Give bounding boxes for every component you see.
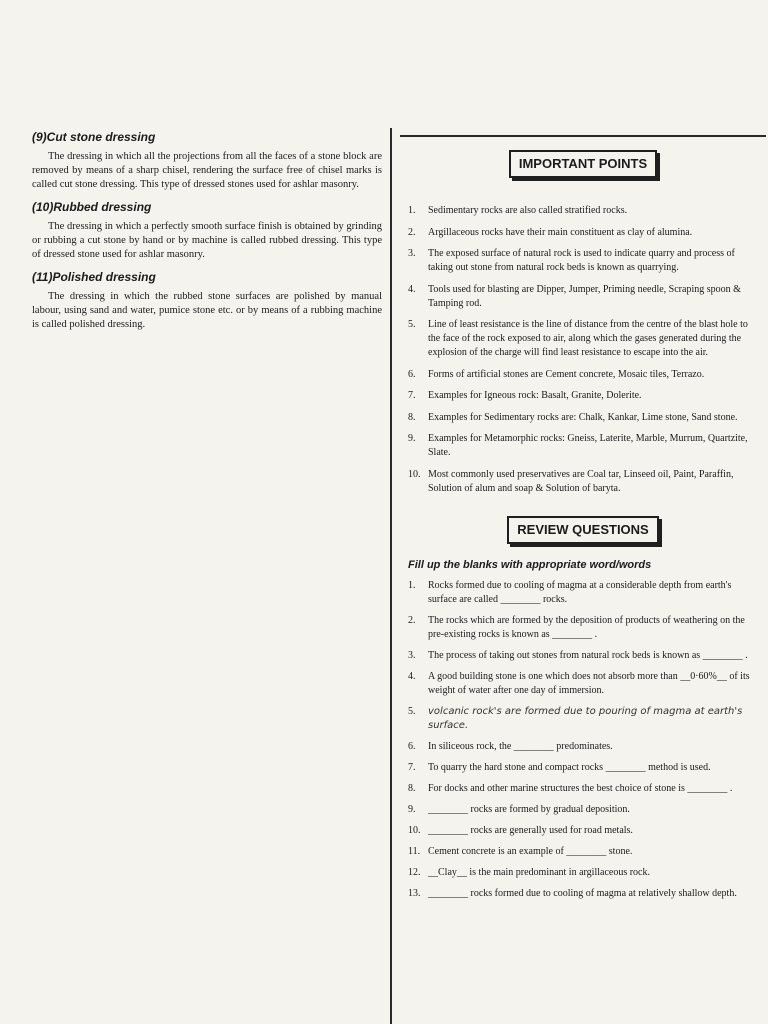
- question-text: A good building stone is one which does not absorb more than __0·60%__ of its weight of water after one day of immersion.: [428, 670, 750, 696]
- column-divider: [390, 128, 392, 1024]
- section-title: (10)Rubbed dressing: [32, 200, 152, 214]
- list-item: [408, 226, 758, 240]
- item-number: 9.: [408, 433, 416, 444]
- item-text: Forms of artificial stones are Cement concrete, Mosaic tiles, Terrazo.: [428, 368, 705, 380]
- question-text: The process of taking out stones from natural rock beds is known as ________ .: [428, 649, 748, 661]
- section-body: The dressing in which a perfectly smooth surface finish is obtained by grinding or rubbing a cut stone by hand or by machine is called rubbed dressing. This type of dressed stone used for ashlar masonry.: [32, 221, 382, 260]
- right-column: [408, 148, 758, 908]
- question-item: [408, 803, 758, 817]
- item-text: Examples for Metamorphic rocks: Gneiss, Laterite, Marble, Murrum, Quartzite, Slate.: [428, 433, 748, 458]
- item-number: 6.: [408, 368, 416, 380]
- question-item: [408, 761, 758, 775]
- section-cut-stone-dressing: [32, 130, 382, 192]
- question-item: [408, 579, 758, 607]
- question-item: [408, 614, 758, 642]
- question-text: For docks and other marine structures the best choice of stone is ________ .: [428, 782, 733, 794]
- question-text: Cement concrete is an example of ________ stone.: [428, 845, 633, 857]
- item-text: Line of least resistance is the line of distance from the centre of the blast hole to the face of the rock exposed to air, along which the gases generated during the explosion of the charge will find least resistance to escape into the air.: [428, 319, 748, 358]
- item-text: Sedimentary rocks are also called stratified rocks.: [428, 205, 628, 216]
- list-item: [408, 247, 758, 275]
- item-text: The exposed surface of natural rock is used to indicate quarry and process of taking out stone from natural rock beds is known as quarrying.: [428, 248, 735, 273]
- question-item: [408, 845, 758, 859]
- top-rule: [400, 135, 766, 137]
- item-number: 4.: [408, 670, 416, 682]
- item-number: 5.: [408, 319, 416, 330]
- review-questions-list: [408, 579, 758, 901]
- item-text: Argillaceous rocks have their main constituent as clay of alumina.: [428, 226, 693, 238]
- important-points-heading: IMPORTANT POINTS: [509, 150, 657, 178]
- question-text: Rocks formed due to cooling of magma at a considerable depth from earth's surface are called ________ rocks.: [428, 579, 732, 605]
- section-polished-dressing: [32, 270, 382, 332]
- question-item: [408, 782, 758, 796]
- item-number: 11.: [408, 845, 421, 857]
- item-number: 3.: [408, 649, 416, 661]
- item-number: 7.: [408, 390, 416, 401]
- question-text: volcanic rock's are formed due to pouring of magma at earth's surface.: [428, 705, 743, 731]
- item-text: Examples for Sedimentary rocks are: Chalk, Kankar, Lime stone, Sand stone.: [428, 411, 738, 423]
- item-number: 6.: [408, 740, 416, 752]
- list-item: [408, 411, 758, 425]
- section-title: (9)Cut stone dressing: [32, 130, 156, 144]
- item-number: 10.: [408, 468, 421, 480]
- section-body: The dressing in which the rubbed stone surfaces are polished by manual labour, using sand and water, pumice stone etc. or by means of a rubbing machine is called polished dressing.: [32, 291, 382, 330]
- section-rubbed-dressing: [32, 200, 382, 262]
- list-item: [408, 283, 758, 311]
- important-points-list: [408, 204, 758, 496]
- left-column: [32, 130, 382, 340]
- question-text: ________ rocks are generally used for road metals.: [428, 824, 633, 836]
- question-text: In siliceous rock, the ________ predominates.: [428, 740, 613, 752]
- list-item: [408, 368, 758, 382]
- question-item: [408, 705, 758, 733]
- question-item: [408, 649, 758, 663]
- item-number: 5.: [408, 705, 416, 717]
- item-number: 2.: [408, 226, 416, 238]
- item-number: 4.: [408, 283, 416, 295]
- list-item: [408, 468, 758, 496]
- item-text: Most commonly used preservatives are Coal tar, Linseed oil, Paint, Paraffin, Solution of alum and soap & Solution of baryta.: [428, 468, 734, 494]
- item-number: 1.: [408, 205, 416, 216]
- item-number: 2.: [408, 614, 416, 626]
- section-body: The dressing in which all the projections from all the faces of a stone block are removed by means of a sharp chisel, rendering the surface free of chisel marks is called cut stone dressing. This type of dressed stones used for ashlar masonry.: [32, 151, 382, 190]
- item-number: 3.: [408, 248, 416, 259]
- question-text: __Clay__ is the main predominant in argillaceous rock.: [428, 866, 650, 878]
- item-text: Examples for Igneous rock: Basalt, Granite, Dolerite.: [428, 390, 642, 401]
- question-item: [408, 866, 758, 880]
- item-number: 7.: [408, 761, 416, 773]
- item-number: 13.: [408, 887, 421, 899]
- list-item: [408, 204, 758, 218]
- item-number: 9.: [408, 803, 416, 815]
- question-item: [408, 740, 758, 754]
- item-text: Tools used for blasting are Dipper, Jumper, Priming needle, Scraping spoon & Tamping rod.: [428, 283, 741, 309]
- question-item: [408, 670, 758, 698]
- item-number: 8.: [408, 411, 416, 423]
- question-text: To quarry the hard stone and compact rocks ________ method is used.: [428, 761, 711, 773]
- fill-blanks-subtitle: Fill up the blanks with appropriate word/words: [408, 558, 652, 571]
- item-number: 12.: [408, 866, 421, 878]
- review-questions-heading: REVIEW QUESTIONS: [507, 516, 658, 544]
- question-text: ________ rocks formed due to cooling of magma at relatively shallow depth.: [428, 887, 737, 899]
- list-item: [408, 432, 758, 460]
- question-item: [408, 887, 758, 901]
- question-item: [408, 824, 758, 838]
- item-number: 8.: [408, 782, 416, 794]
- question-text: The rocks which are formed by the deposition of products of weathering on the pre-existing rocks is known as ________ .: [428, 614, 745, 640]
- question-text: ________ rocks are formed by gradual deposition.: [428, 803, 630, 815]
- item-number: 1.: [408, 579, 416, 591]
- item-number: 10.: [408, 824, 421, 836]
- list-item: [408, 389, 758, 403]
- section-title: (11)Polished dressing: [32, 270, 156, 284]
- list-item: [408, 318, 758, 360]
